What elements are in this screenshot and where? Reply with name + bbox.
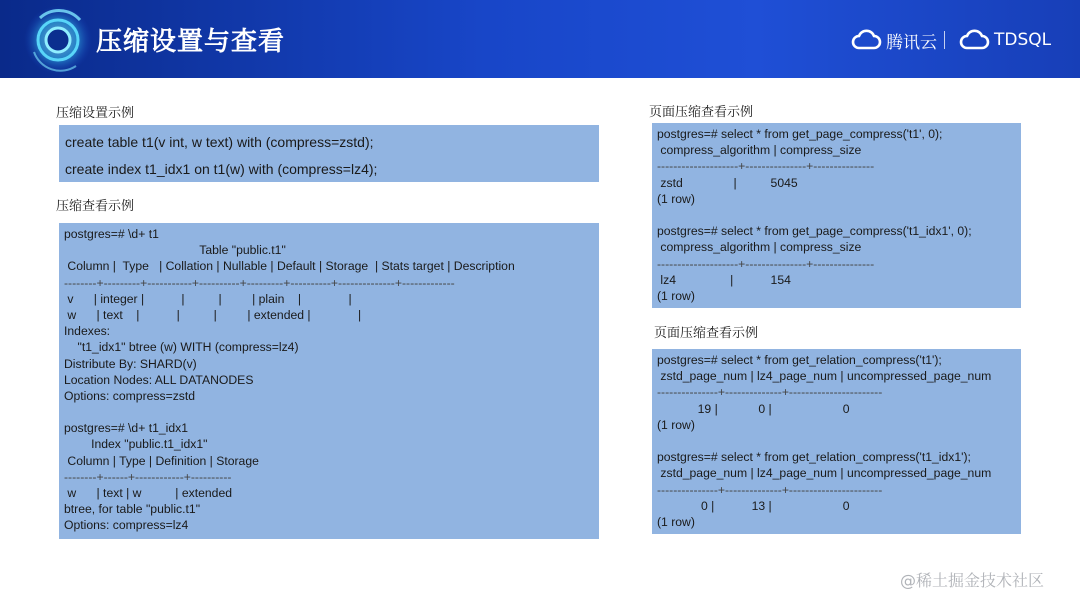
code-line: postgres=# \d+ t1_idx1 xyxy=(64,421,188,436)
code-line: postgres=# select * from get_page_compress('t1_idx1', 0); xyxy=(657,224,972,239)
code-line xyxy=(657,207,1021,223)
section-title-page-compress-2: 页面压缩查看示例 xyxy=(654,326,759,341)
code-line: lz4 | 154 xyxy=(657,272,791,287)
cloud-logo-icon xyxy=(958,29,990,51)
watermark: @稀土掘金技术社区 xyxy=(900,571,1045,590)
page-title: 压缩设置与查看 xyxy=(96,27,286,57)
code-line: zstd_page_num | lz4_page_num | uncompressed_page_num xyxy=(657,466,992,481)
code-line: create index t1_idx1 on t1(w) with (compress=lz4); xyxy=(65,161,378,177)
brand-name: 腾讯云 xyxy=(886,32,937,53)
section-title-compress-view: 压缩查看示例 xyxy=(56,199,135,214)
code-line: w | text | w | extended xyxy=(64,486,233,500)
code-line: --------------------+---------------+--------------- xyxy=(657,256,875,271)
section-title-compress-setting: 压缩设置示例 xyxy=(56,106,135,121)
code-line: --------+---------+-----------+----------+---------+----------+--------------+------------- xyxy=(64,275,455,290)
product-name: TDSQL xyxy=(994,30,1052,50)
brand-divider xyxy=(944,31,945,49)
code-line: w | text | | | | extended | | xyxy=(64,307,362,322)
code-line: Index "public.t1_idx1" xyxy=(64,437,208,452)
code-line xyxy=(657,433,1021,449)
code-line: postgres=# \d+ t1 xyxy=(64,227,159,241)
tencent-cloud-brand xyxy=(850,27,937,53)
code-line: zstd_page_num | lz4_page_num | uncompressed_page_num xyxy=(657,369,992,384)
code-line: ---------------+--------------+----------------------- xyxy=(657,385,883,400)
code-line: 19 | 0 | 0 xyxy=(657,401,850,416)
code-line: ---------------+--------------+----------------------- xyxy=(657,482,883,497)
header-bar xyxy=(0,0,1080,78)
page-compress-code-box-2 xyxy=(652,349,1021,534)
code-line: Location Nodes: ALL DATANODES xyxy=(64,372,254,387)
section-title-page-compress-1: 页面压缩查看示例 xyxy=(649,105,754,120)
code-line: (1 row) xyxy=(657,288,695,303)
code-line: "t1_idx1" btree (w) WITH (compress=lz4) xyxy=(64,340,299,355)
code-line: Options: compress=lz4 xyxy=(64,518,189,533)
code-line: postgres=# select * from get_relation_compress('t1_idx1'); xyxy=(657,450,971,465)
code-line: 0 | 13 | 0 xyxy=(657,498,850,513)
code-line: postgres=# select * from get_relation_compress('t1'); xyxy=(657,353,942,367)
compress-view-code-box xyxy=(59,223,599,539)
code-line: btree, for table "public.t1" xyxy=(64,502,201,517)
cloud-logo-icon xyxy=(850,29,882,51)
code-line: v | integer | | | | plain | | xyxy=(64,291,352,306)
code-line: --------+------+------------+---------- xyxy=(64,469,232,484)
code-line: Indexes: xyxy=(64,324,111,339)
code-line: (1 row) xyxy=(657,191,695,206)
code-line: create table t1(v int, w text) with (compress=zstd); xyxy=(65,134,374,150)
page-compress-code-box-1 xyxy=(652,123,1021,308)
compress-setting-code-box xyxy=(59,125,599,182)
tdsql-brand xyxy=(958,27,1051,53)
code-line: (1 row) xyxy=(657,417,695,432)
code-line: Distribute By: SHARD(v) xyxy=(64,356,197,371)
code-line: Column | Type | Definition | Storage xyxy=(64,453,259,468)
code-line: compress_algorithm | compress_size xyxy=(657,143,862,158)
tech-emblem-icon xyxy=(18,4,96,74)
code-line: Table "public.t1" xyxy=(64,243,286,258)
code-line: zstd | 5045 xyxy=(657,175,798,190)
code-line: Column | Type | Collation | Nullable | Default | Storage | Stats target | Description xyxy=(64,259,515,274)
code-line xyxy=(64,404,599,420)
code-line: --------------------+---------------+--------------- xyxy=(657,159,875,174)
code-line: Options: compress=zstd xyxy=(64,388,196,403)
code-line: postgres=# select * from get_page_compress('t1', 0); xyxy=(657,127,943,141)
code-line: compress_algorithm | compress_size xyxy=(657,240,862,255)
code-line: (1 row) xyxy=(657,514,695,529)
